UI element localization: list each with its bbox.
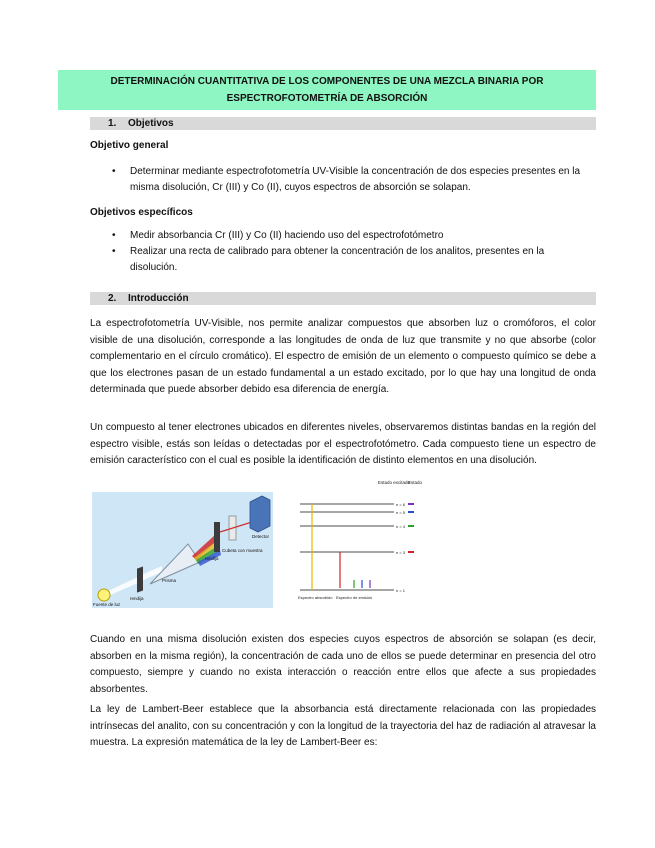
objetivo-general-heading: Objetivo general xyxy=(90,140,169,151)
paragraph: La espectrofotometría UV-Visible, nos permite analizar compuestos que absorben luz o cromóforos, el color visible de una disolución, corresponde a las longitudes de onda de luz que transmite y no que absorbe (color complementario en el círculo cromático). El espectro de emisión de un elemento o compuesto químico se debe a que los electrones pasan de un estado fundamental a un estado excitado, por lo que hay una longitud de onda determinada que puede absorber debido esa diferencia de energía. xyxy=(90,318,596,395)
level-label: n = 5 xyxy=(396,510,406,515)
section-label: Introducción xyxy=(128,293,189,304)
paragraph: La ley de Lambert-Beer establece que la absorbancia está directamente relacionada con las propiedades intrínsecas del analito, con su concentración y con la longitud de la trayectoria del haz de radiación al atravesar la muestra. La expresión matemática de la ley de Lambert-Beer es: xyxy=(90,704,596,748)
slit-icon xyxy=(137,566,143,592)
label-prism: Prisma xyxy=(162,578,177,583)
title-line-2: ESPECTROFOTOMETRÍA DE ABSORCIÓN xyxy=(226,93,428,104)
energy-level-diagram xyxy=(296,478,439,606)
paragraph: Un compuesto al tener electrones ubicados en diferentes niveles, observaremos distintas bandas en la región del espectro visible, estás son leídas o detectadas por el espectrofotómetro. Cada compuesto tiene un espectro de emisión característico con el cual es posible la identificación de distinto elementos en una disolución. xyxy=(90,422,596,466)
slit-icon xyxy=(214,522,220,552)
section-number: 1. xyxy=(108,118,117,129)
bottom-label-absorbed: Espectro absorbido xyxy=(298,595,333,600)
level-label: n = 1 xyxy=(396,588,406,593)
section-label: Objetivos xyxy=(128,118,174,129)
section-heading-introduccion xyxy=(90,292,596,305)
label-cuvette: Cubeta con muestra xyxy=(222,548,263,553)
paragraph: Cuando en una misma disolución existen dos especies cuyos espectros de absorción se solapan (es decir, absorben en la misma región), la concentración de cada uno de ellos se puede determinar en presencia del otro compuesto, siempre y cuando no exista interacción o reacción entre ellos que afecte a sus propiedades absorbentes. xyxy=(90,634,596,695)
column-label-state: Estado xyxy=(408,480,423,485)
label-slit-2: rendija xyxy=(205,556,219,561)
objetivos-especificos-heading: Objetivos específicos xyxy=(90,207,193,218)
spectral-mark xyxy=(408,525,414,527)
spectral-mark xyxy=(408,511,414,513)
bullet-marker: • xyxy=(112,246,116,257)
bullet-marker: • xyxy=(112,166,116,177)
detector-icon xyxy=(250,496,270,532)
list-item-text: Medir absorbancia Cr (III) y Co (II) haciendo uso del espectrofotómetro xyxy=(130,230,444,241)
level-label: n = 3 xyxy=(396,550,406,555)
list-item-text: Realizar una recta de calibrado para obtener la concentración de los analitos, presentes en la disolución. xyxy=(130,246,545,273)
list-item xyxy=(112,244,582,276)
bottom-label-emission: Espectro de emisión xyxy=(336,595,373,600)
title-line-1: DETERMINACIÓN CUANTITATIVA DE LOS COMPONENTES DE UNA MEZCLA BINARIA POR xyxy=(110,76,544,87)
spectral-mark xyxy=(408,551,414,553)
level-label: n = 6 xyxy=(396,502,406,507)
spectrophotometer-diagram xyxy=(92,492,273,608)
list-item-text: Determinar mediante espectrofotometría UV-Visible la concentración de dos especies presentes en la misma disolución, Cr (III) y Co (II), cuyos espectros de absorción se solapan. xyxy=(130,166,581,193)
label-slit-1: rendija xyxy=(130,596,144,601)
spectral-mark xyxy=(408,503,414,505)
column-label-excited: Estado excitado xyxy=(378,480,411,485)
label-light-source: Fuente de luz xyxy=(93,602,121,607)
list-item xyxy=(112,228,582,244)
section-heading-objetivos xyxy=(90,117,596,130)
document-title xyxy=(58,70,596,110)
lamp-icon xyxy=(98,589,110,601)
section-number: 2. xyxy=(108,293,117,304)
list-item xyxy=(112,164,582,196)
level-label: n = 4 xyxy=(396,524,406,529)
bullet-marker: • xyxy=(112,230,116,241)
label-detector: Detector xyxy=(252,534,270,539)
